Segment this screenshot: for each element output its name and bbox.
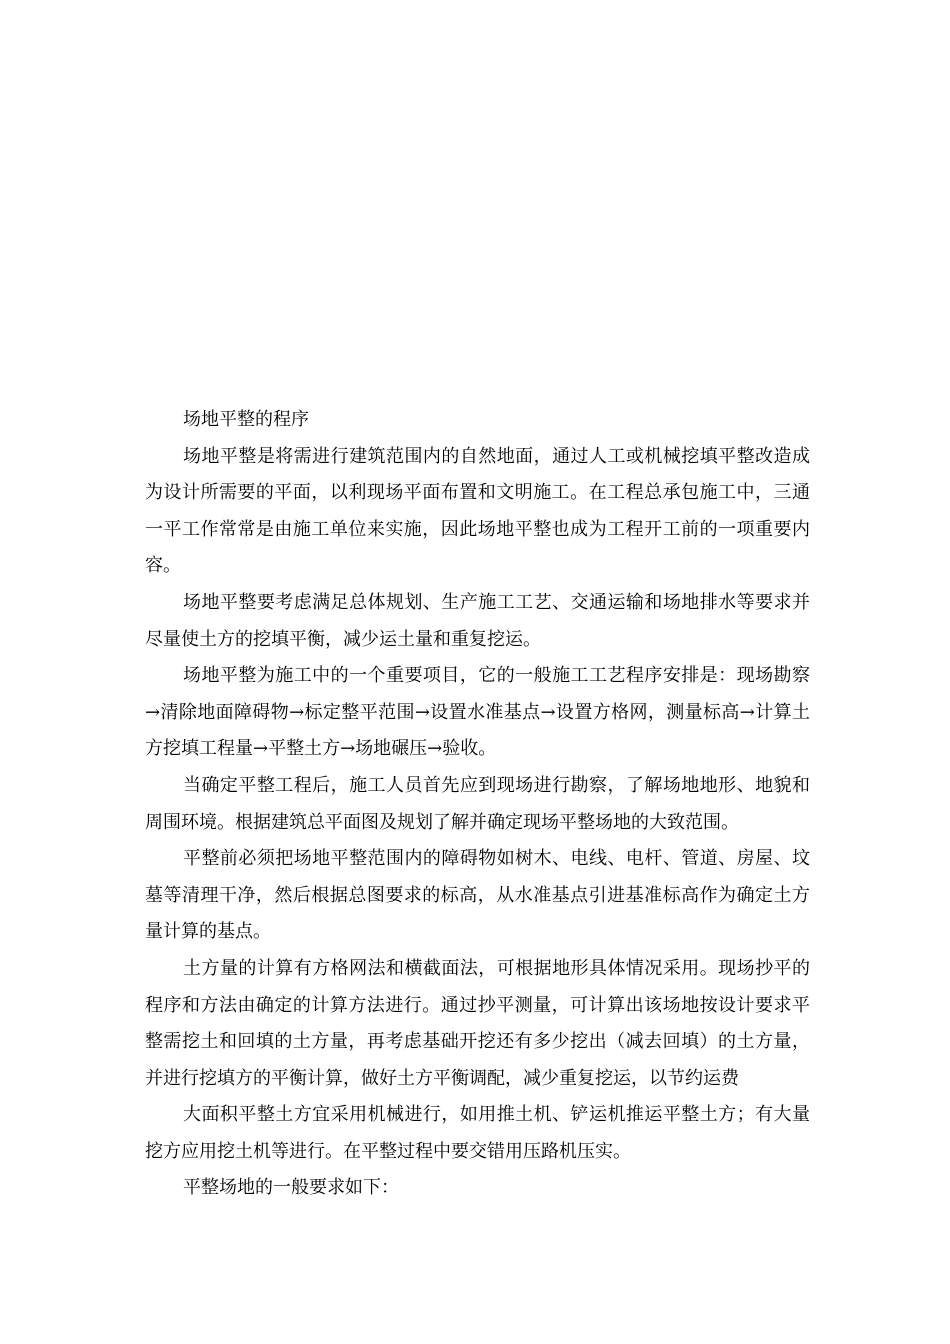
paragraph-procedure: 场地平整为施工中的一个重要项目，它的一般施工工艺程序安排是：现场勘察→清除地面障碍物→标定整平范围→设置水准基点→设置方格网，测量标高→计算土方挖填工程量→平整土方→场地碾压→验收。 [145, 665, 810, 760]
document-body [145, 402, 810, 1207]
paragraph-calculation: 土方量的计算有方格网法和横截面法，可根据地形具体情况采用。现场抄平的程序和方法由确定的计算方法进行。通过抄平测量，可计算出该场地按设计要求平整需挖土和回填的土方量，再考虑基础开挖还有多少挖出（减去回填）的土方量，并进行挖填方的平衡计算，做好土方平衡调配，减少重复挖运，以节约运费 [145, 957, 810, 1089]
paragraph-general-requirements: 平整场地的一般要求如下： [183, 1177, 399, 1199]
paragraph-clearing: 平整前必须把场地平整范围内的障碍物如树木、电线、电杆、管道、房屋、坟墓等清理干净，然后根据总图要求的标高，从水准基点引进基准标高作为确定土方量计算的基点。 [145, 848, 810, 943]
paragraph-machinery: 大面积平整土方宜采用机械进行，如用推土机、铲运机推运平整土方；有大量挖方应用挖土机等进行。在平整过程中要交错用压路机压实。 [145, 1104, 810, 1162]
section-heading: 场地平整的程序 [183, 409, 309, 430]
paragraph-intro: 场地平整是将需进行建筑范围内的自然地面，通过人工或机械挖填平整改造成为设计所需要的平面，以利现场平面布置和文明施工。在工程总承包施工中，三通一平工作常常是由施工单位来实施，因此场地平整也成为工程开工前的一项重要内容。 [145, 445, 810, 577]
paragraph-requirements: 场地平整要考虑满足总体规划、生产施工工艺、交通运输和场地排水等要求并尽量使土方的挖填平衡，减少运土量和重复挖运。 [145, 591, 810, 650]
paragraph-survey: 当确定平整工程后，施工人员首先应到现场进行勘察，了解场地地形、地貌和周围环境。根据建筑总平面图及规划了解并确定现场平整场地的大致范围。 [145, 774, 810, 833]
